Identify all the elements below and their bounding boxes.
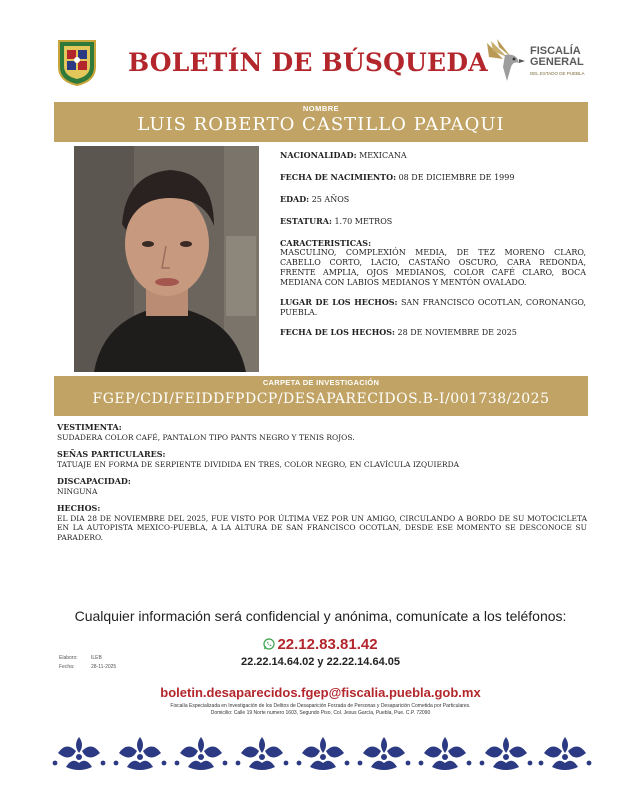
estatura-value: 1.70 METROS xyxy=(334,217,393,226)
nacimiento-label: FECHA DE NACIMIENTO: xyxy=(280,172,397,182)
fiscalia-wordmark xyxy=(530,46,585,76)
edad-row xyxy=(280,194,586,205)
ornament-motif xyxy=(53,737,106,770)
carpeta-label: CARPETA DE INVESTIGACIÓN xyxy=(262,378,380,387)
elaboro-label: Elaboro: xyxy=(59,655,78,661)
nacimiento-value: 08 DE DICIEMBRE DE 1999 xyxy=(398,173,515,182)
bulletin-title: BOLETÍN DE BÚSQUEDA xyxy=(128,48,488,77)
fiscalia-line-2: GENERAL xyxy=(530,56,584,68)
phone-main-row xyxy=(0,636,641,653)
elaboration-info xyxy=(59,654,116,672)
estatura-label: ESTATURA: xyxy=(280,216,332,226)
discapacidad-label: DISCAPACIDAD: xyxy=(57,476,131,486)
case-details xyxy=(57,423,587,550)
caracteristicas-row xyxy=(280,238,586,288)
ornament-motif xyxy=(175,737,228,770)
fecha-hechos-value: 28 DE NOVIEMBRE DE 2025 xyxy=(397,328,517,337)
talavera-ornament xyxy=(52,733,592,775)
fiscalia-line-1: FISCALÍA xyxy=(530,45,581,57)
senas-label: SEÑAS PARTICULARES: xyxy=(57,449,166,459)
lugar-value: SAN FRANCISCO OCOTLAN, CORONANGO, PUEBLA. xyxy=(280,298,586,317)
ornament-motif xyxy=(419,737,472,770)
edad-value: 25 AÑOS xyxy=(311,195,350,204)
ornament-motif xyxy=(539,737,592,770)
lugar-label: LUGAR DE LOS HECHOS: xyxy=(280,297,398,307)
fiscalia-line-3: DEL ESTADO DE PUEBLA xyxy=(530,71,585,76)
fecha-hechos-label: FECHA DE LOS HECHOS: xyxy=(280,327,395,337)
vestimenta-label: VESTIMENTA: xyxy=(57,422,122,432)
caracteristicas-label: CARACTERISTICAS: xyxy=(280,238,372,248)
contact-email[interactable]: boletin.desaparecidos.fgep@fiscalia.puebla.gob.mx xyxy=(160,685,481,700)
phone-main[interactable]: 22.12.83.81.42 xyxy=(277,636,378,653)
bulletin-header xyxy=(0,30,641,100)
person-details xyxy=(280,150,586,349)
person-photo xyxy=(74,146,259,372)
fiscalia-logo xyxy=(483,37,593,87)
footnote-line-1: Fiscalía Especializada en Investigación de los Delitos de Desaparición Forzada de Personas y Desaparición Cometida por Particulares. xyxy=(170,703,471,709)
whatsapp-icon xyxy=(263,638,275,650)
carpeta-number: FGEP/CDI/FEIDDFPDCP/DESAPARECIDOS.B-I/001738/2025 xyxy=(92,391,550,407)
hechos-label: HECHOS: xyxy=(57,503,101,513)
carpeta-band xyxy=(54,376,588,416)
ornament-motif xyxy=(480,737,533,770)
elaboro-value: ILEB xyxy=(91,655,102,661)
ornament-motif xyxy=(236,737,289,770)
senas-value: TATUAJE EN FORMA DE SERPIENTE DIVIDIDA EN TRES, COLOR NEGRO, EN CLAVÍCULA IZQUIERDA xyxy=(57,459,460,469)
fecha-hechos-row xyxy=(280,327,586,338)
edad-label: EDAD: xyxy=(280,194,310,204)
ornament-motif xyxy=(297,737,350,770)
discapacidad-value: NINGUNA xyxy=(57,486,98,496)
contact-intro: Cualquier información será confidencial y anónima, comunícate a los teléfonos: xyxy=(74,608,567,624)
hechos-section xyxy=(57,504,587,542)
caracteristicas-value: MASCULINO, COMPLEXIÓN MEDIA, DE TEZ MORENO CLARO, CABELLO CORTO, LACIO, CASTAÑO OSCURO, CARA REDONDA, FRENTE AMPLIA, OJOS MEDIANOS, COLOR CAFÉ CLARO, BOCA MEDIANA CON LABIOS MEDIANOS Y MENTÓN OVALADO. xyxy=(280,248,586,287)
person-name: LUIS ROBERTO CASTILLO PAPAQUI xyxy=(137,114,505,135)
lugar-row xyxy=(280,297,586,318)
nacionalidad-row xyxy=(280,150,586,161)
ornament-motif xyxy=(358,737,411,770)
vestimenta-value: SUDADERA COLOR CAFÉ, PANTALON TIPO PANTS NEGRO Y TENIS ROJOS. xyxy=(57,432,355,442)
fecha-label: Fecha: xyxy=(59,664,75,670)
estatura-row xyxy=(280,216,586,227)
ornament-motif xyxy=(114,737,167,770)
senas-section xyxy=(57,450,587,469)
name-label: NOMBRE xyxy=(302,104,340,113)
vestimenta-section xyxy=(57,423,587,442)
nacimiento-row xyxy=(280,172,586,183)
phone-alt[interactable]: 22.22.14.64.02 y 22.22.14.64.05 xyxy=(240,656,401,668)
eagle-icon xyxy=(483,37,527,87)
nacionalidad-label: NACIONALIDAD: xyxy=(280,150,357,160)
hechos-value: EL DIA 28 DE NOVIEMBRE DEL 2025, FUE VISTO POR ÚLTIMA VEZ POR UN AMIGO, CIRCULANDO A BORDO DE SU MOTOCICLETA EN LA AUTOPISTA MEXICO-PUEBLA, A LA ALTURA DE SAN FRANCISCO OCOTLAN, DESDE ESE MOMENTO SE DESCONOCE SU PARADERO. xyxy=(57,513,587,542)
discapacidad-section xyxy=(57,477,587,496)
name-band xyxy=(54,102,588,142)
state-seal-icon xyxy=(55,37,99,87)
nacionalidad-value: MEXICANA xyxy=(359,151,407,160)
agency-footnote xyxy=(0,703,641,716)
footnote-line-2: Domicilio: Calle 19 Norte numero 1603, Segundo Piso, Col. Jesus García, Puebla, Pue. C.P. 72090 xyxy=(210,709,431,716)
fecha-value: 28-11-2025 xyxy=(91,664,117,670)
